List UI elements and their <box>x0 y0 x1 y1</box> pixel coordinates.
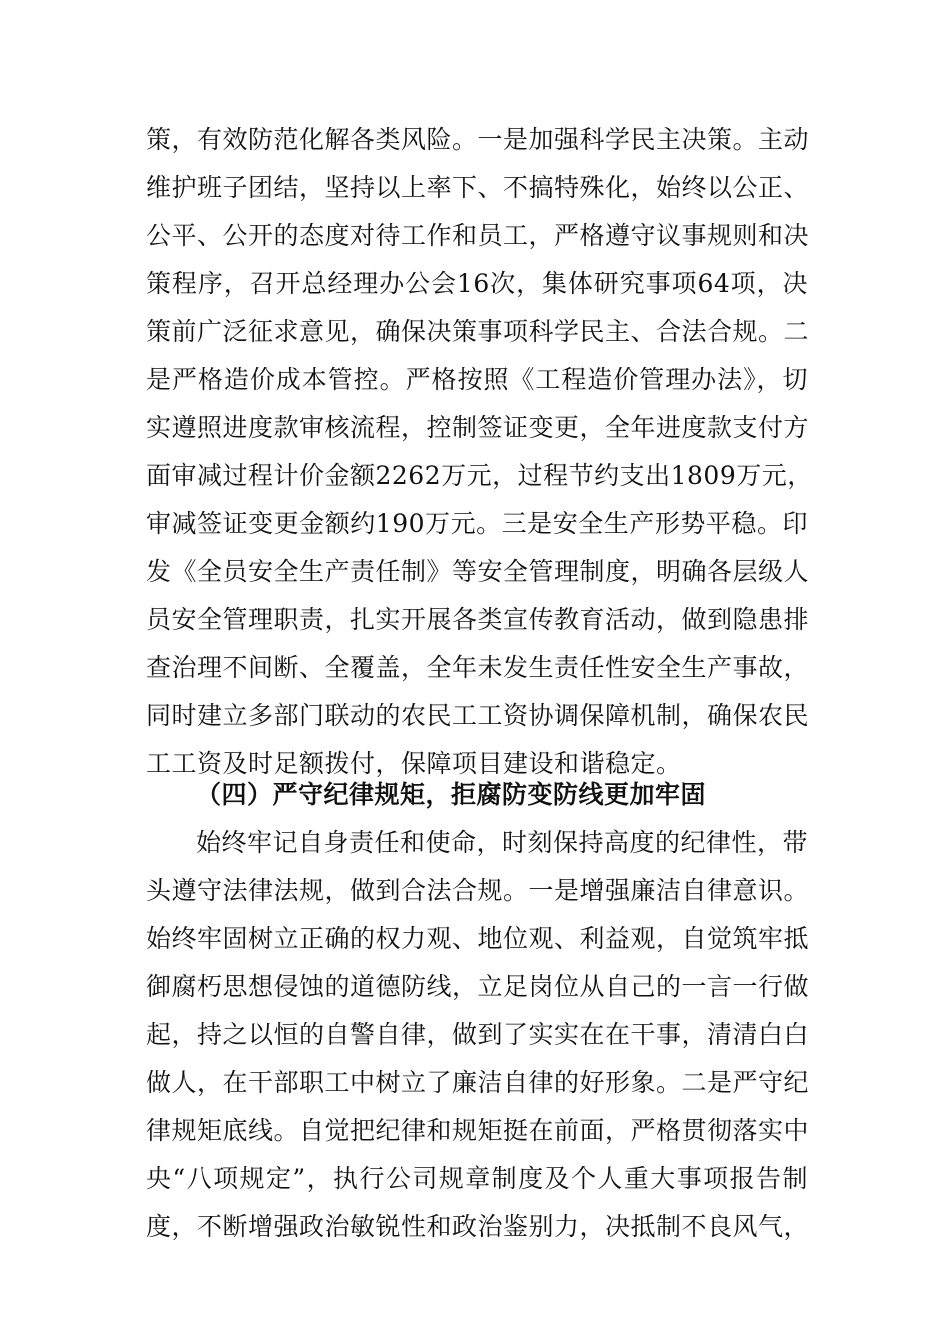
text-line: 度，不断增强政治敏锐性和政治鉴别力，决抵制不良风气， <box>146 1212 810 1241</box>
text-line: 维护班子团结，坚持以上率下、不搞特殊化，始终以公正、 <box>146 173 810 202</box>
text-line: 实遵照进度款审核流程，控制签证变更，全年进度款支付方 <box>146 413 810 442</box>
text-line: 公平、公开的态度对待工作和员工，严格遵守议事规则和决 <box>146 221 810 250</box>
text-line: 御腐朽思想侵蚀的道德防线，立足岗位从自己的一言一行做 <box>146 972 810 1001</box>
paragraph-risk-management <box>146 116 813 788</box>
text-line: 同时建立多部门联动的农民工工资协调保障机制，确保农民 <box>146 701 810 730</box>
text-line: 策程序，召开总经理办公会16次，集体研究事项64项，决 <box>146 269 808 298</box>
text-line: 面审减过程计价金额2262万元，过程节约支出1809万元， <box>146 461 813 490</box>
section-heading: （四）严守纪律规矩，拒腐防变防线更加牢固 <box>196 780 707 809</box>
text-line: 查治理不间断、全覆盖，全年未发生责任性安全生产事故， <box>146 653 810 682</box>
text-line: 策，有效防范化解各类风险。一是加强科学民主决策。主动 <box>146 125 810 154</box>
text-line: 头遵守法律法规，做到合法合规。一是增强廉洁自律意识。 <box>146 876 810 905</box>
text-line: 做人，在干部职工中树立了廉洁自律的好形象。二是严守纪 <box>146 1068 810 1097</box>
text-line: 审减签证变更金额约190万元。三是安全生产形势平稳。印 <box>146 509 808 538</box>
text-line: 员安全管理职责，扎实开展各类宣传教育活动，做到隐患排 <box>146 605 810 634</box>
text-line: 始终牢记自身责任和使命，时刻保持高度的纪律性，带 <box>196 828 809 857</box>
paragraph-discipline <box>146 819 808 1251</box>
text-line: 是严格造价成本管控。严格按照《工程造价管理办法》，切 <box>146 365 808 394</box>
text-line: 律规矩底线。自觉把纪律和规矩挺在前面，严格贯彻落实中 <box>146 1116 810 1145</box>
text-line: 工工资及时足额拨付，保障项目建设和谐稳定。 <box>146 749 682 778</box>
text-line: 发《全员安全生产责任制》等安全管理制度，明确各层级人 <box>146 557 810 586</box>
text-line: 策前广泛征求意见，确保决策事项科学民主、合法合规。二 <box>146 317 810 346</box>
text-line: 始终牢固树立正确的权力观、地位观、利益观，自觉筑牢抵 <box>146 924 810 953</box>
text-line: 央“八项规定”，执行公司规章制度及个人重大事项报告制 <box>146 1164 808 1193</box>
text-line: 起，持之以恒的自警自律，做到了实实在在干事，清清白白 <box>146 1020 810 1049</box>
